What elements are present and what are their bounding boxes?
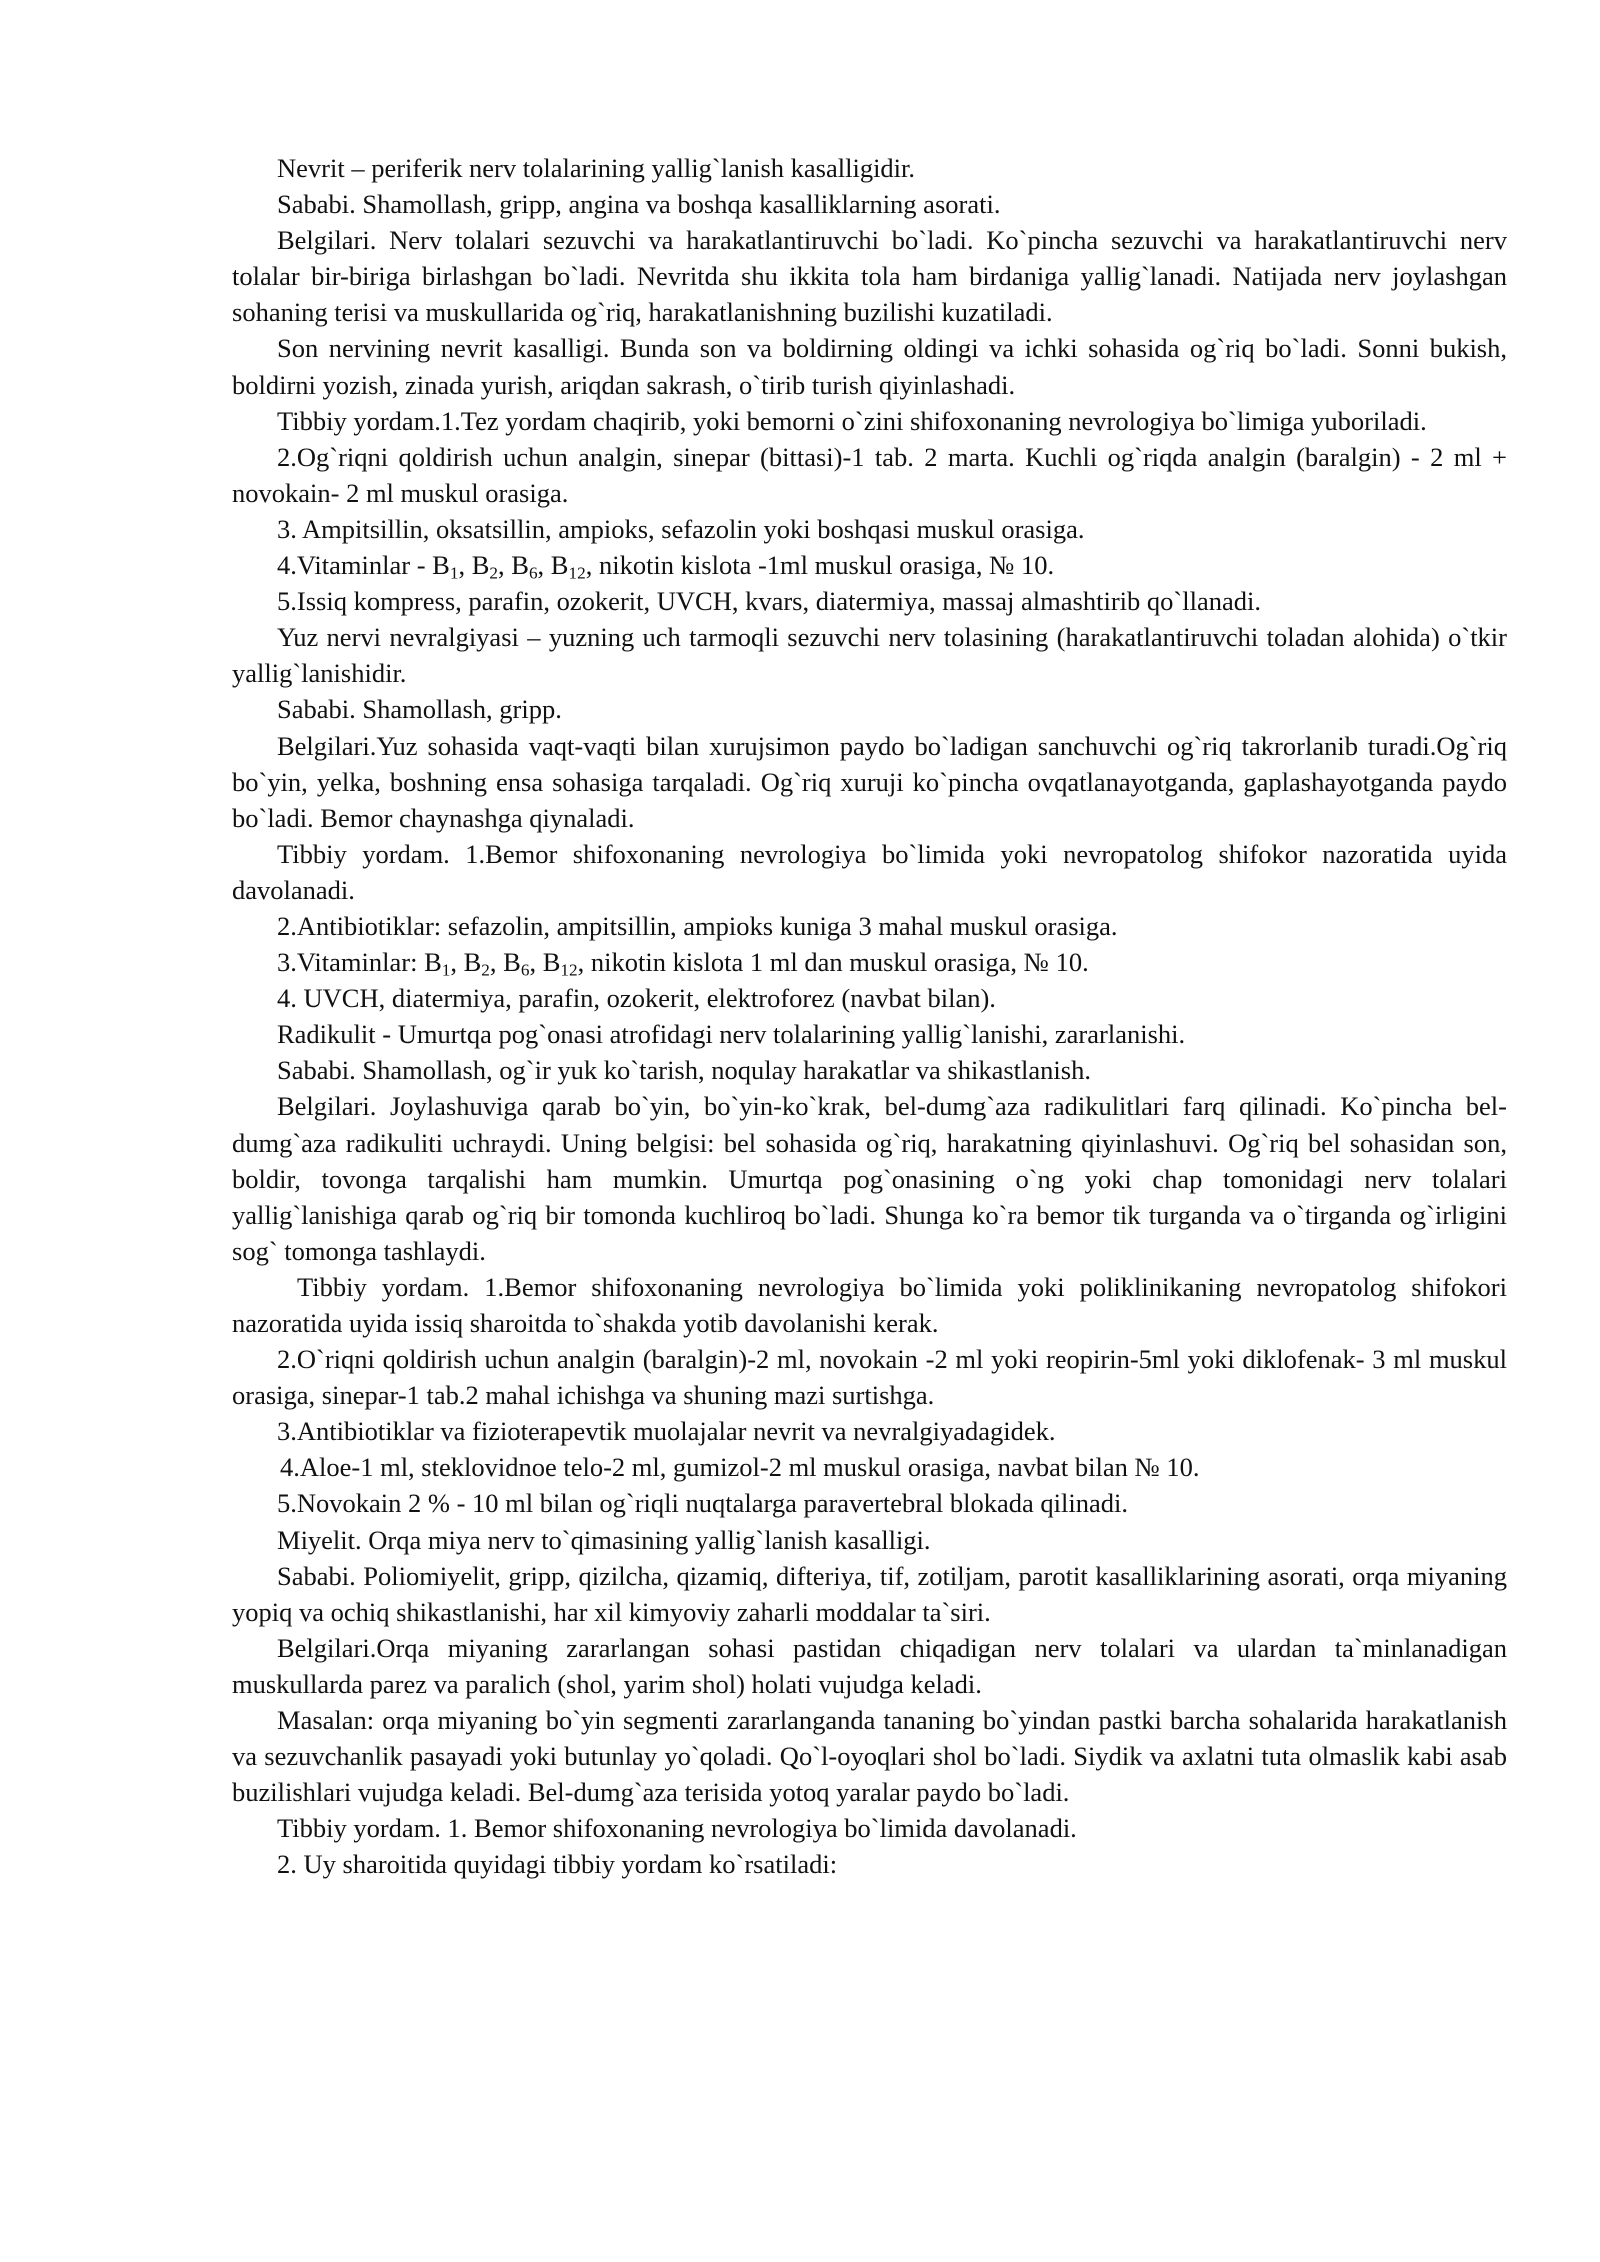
paragraph-radiculitis-aid-5: 5.Novokain 2 % - 10 ml bilan og`riqli nuqtalarga paravertebral blokada qilinadi. [277, 1488, 1128, 1519]
paragraph-myelitis-cause: Sababi. Poliomiyelit, gripp, qizilcha, qizamiq, difteriya, tif, zotiljam, parotit kasalliklarining asorati, orqa miyaning yopiq va ochiq shikastlanishi, har xil kimyoviy zaharli moddalar ta`siri. [232, 1560, 1507, 1627]
paragraph-radiculitis-cause: Sababi. Shamollash, og`ir yuk ko`tarish, noqulay harakatlar va shikastlanish. [277, 1055, 1091, 1086]
paragraph-myelitis-definition: Miyelit. Orqa miya nerv to`qimasining yallig`lanish kasalligi. [277, 1524, 931, 1555]
paragraph-myelitis-example: Masalan: orqa miyaning bo`yin segmenti zararlanganda tananing bo`yindan pastki barcha sohalarida harakatlanish va sezuvchanlik pasayadi yoki butunlay yo`qoladi. Qo`l-oyoqlari shol bo`ladi. Siydik va axlatni tuta olmaslik kabi asab buzilishlari vujudga keladi. Bel-dumg`aza terisida yotoq yaralar paydo bo`ladi. [232, 1705, 1507, 1808]
paragraph-nevrit-aid-2: 2.Og`riqni qoldirish uchun analgin, sinepar (bittasi)-1 tab. 2 marta. Kuchli og`riqda analgin (baralgin) - 2 ml + novokain- 2 ml muskul orasiga. [232, 441, 1507, 508]
paragraph-nevrit-cause: Sababi. Shamollash, gripp, angina va boshqa kasalliklarning asorati. [277, 189, 1001, 220]
paragraph-neuralgia-aid-3: 3.Vitaminlar: $B_1$, $B_2$, $B_6$, $B_{12}$, nikotin kislota 1 ml dan muskul orasiga, № 10. [277, 947, 1089, 980]
paragraph-nevrit-aid-3: 3. Ampitsillin, oksatsillin, ampioks, sefazolin yoki boshqasi muskul orasiga. [277, 513, 1085, 544]
paragraph-nevrit-definition: Nevrit – periferik nerv tolalarining yallig`lanish kasalligidir. [277, 153, 916, 183]
paragraph-myelitis-symptoms: Belgilari.Orqa miyaning zararlangan sohasi pastidan chiqadigan nerv tolalari va ulardan ta`minlanadigan muskullarda parez va paralich (shol, yarim shol) holati vujudga keladi. [232, 1632, 1507, 1699]
paragraph-radiculitis-aid-1: Tibbiy yordam. 1.Bemor shifoxonaning nevrologiya bo`limida yoki poliklinikaning nevropatolog shifokori nazoratida uyida issiq sharoitda to`shakda yotib davolanishi kerak. [232, 1271, 1507, 1338]
paragraph-radiculitis-aid-4: 4.Aloe-1 ml, steklovidnoe telo-2 ml, gumizol-2 ml muskul orasiga, navbat bilan № 10. [280, 1452, 1200, 1483]
paragraph-femoral-nevrit: Son nervining nevrit kasalligi. Bunda son va boldirning oldingi va ichki sohasida og`riq bo`ladi. Sonni bukish, boldirni yozish, zinada yurish, ariqdan sakrash, o`tirib turish qiyinlashadi. [232, 333, 1507, 400]
paragraph-nevrit-aid-4: 4.Vitaminlar - $B_1$, $B_2$, $B_6$, $B_{12}$, nikotin kislota -1ml muskul orasiga, № 10. [277, 550, 1055, 583]
document-page [232, 150, 1507, 1883]
paragraph-neuralgia-aid-4: 4. UVCH, diatermiya, parafin, ozokerit, elektroforez (navbat bilan). [277, 983, 996, 1014]
paragraph-radiculitis-aid-3: 3.Antibiotiklar va fizioterapevtik muolajalar nevrit va nevralgiyadagidek. [277, 1416, 1056, 1447]
paragraph-radiculitis-definition: Radikulit - Umurtqa pog`onasi atrofidagi nerv tolalarining yallig`lanishi, zararlanishi. [277, 1019, 1186, 1050]
paragraph-nevrit-aid-5: 5.Issiq kompress, parafin, ozokerit, UVCH, kvars, diatermiya, massaj almashtirib qo`llanadi. [277, 586, 1261, 617]
paragraph-myelitis-aid-2: 2. Uy sharoitida quyidagi tibbiy yordam ko`rsatiladi: [277, 1849, 838, 1880]
paragraph-radiculitis-aid-2: 2.O`riqni qoldirish uchun analgin (baralgin)-2 ml, novokain -2 ml yoki reopirin-5ml yoki diklofenak- 3 ml muskul orasiga, sinepar-1 tab.2 mahal ichishga va shuning mazi surtishga. [232, 1344, 1507, 1411]
paragraph-neuralgia-symptoms: Belgilari.Yuz sohasida vaqt-vaqti bilan xurujsimon paydo bo`ladigan sanchuvchi og`riq takrorlanib turadi.Og`riq bo`yin, yelka, boshning ensa sohasiga tarqaladi. Og`riq xuruji ko`pincha ovqatlanayotganda, gaplashayotganda paydo bo`ladi. Bemor chaynashga qiynaladi. [232, 730, 1507, 833]
paragraph-myelitis-aid-1: Tibbiy yordam. 1. Bemor shifoxonaning nevrologiya bo`limida davolanadi. [277, 1813, 1077, 1844]
paragraph-neuralgia-aid-1: Tibbiy yordam. 1.Bemor shifoxonaning nevrologiya bo`limida yoki nevropatolog shifokor nazoratida uyida davolanadi. [232, 838, 1507, 905]
paragraph-nevrit-aid-1: Tibbiy yordam.1.Tez yordam chaqirib, yoki bemorni o`zini shifoxonaning nevrologiya bo`limiga yuboriladi. [277, 405, 1427, 436]
paragraph-neuralgia-definition: Yuz nervi nevralgiyasi – yuzning uch tarmoqli sezuvchi nerv tolasining (harakatlantiruvchi toladan alohida) o`tkir yallig`lanishidir. [232, 622, 1507, 689]
paragraph-nevrit-symptoms: Belgilari. Nerv tolalari sezuvchi va harakatlantiruvchi bo`ladi. Ko`pincha sezuvchi va harakatlantiruvchi nerv tolalar bir-biriga birlashgan bo`ladi. Nevritda shu ikkita tola ham birdaniga yallig`lanadi. Natijada nerv joylashgan sohaning terisi va muskullarida og`riq, harakatlanishning buzilishi kuzatiladi. [232, 225, 1507, 328]
paragraph-radiculitis-symptoms: Belgilari. Joylashuviga qarab bo`yin, bo`yin-ko`krak, bel-dumg`aza radikulitlari farq qilinadi. Ko`pincha bel-dumg`aza radikuliti uchraydi. Uning belgisi: bel sohasida og`riq, harakatning qiyinlashuvi. Og`riq bel sohasidan son, boldir, tovonga tarqalishi ham mumkin. Umurtqa pog`onasining o`ng yoki chap tomonidagi nerv tolalari yallig`lanishiga qarab og`riq bir tomonda kuchliroq bo`ladi. Shunga ko`ra bemor tik turganda va o`tirganda og`irligini sog` tomonga tashlaydi. [232, 1091, 1507, 1266]
paragraph-neuralgia-cause: Sababi. Shamollash, gripp. [277, 694, 562, 725]
paragraph-neuralgia-aid-2: 2.Antibiotiklar: sefazolin, ampitsillin, ampioks kuniga 3 mahal muskul orasiga. [277, 910, 1118, 941]
